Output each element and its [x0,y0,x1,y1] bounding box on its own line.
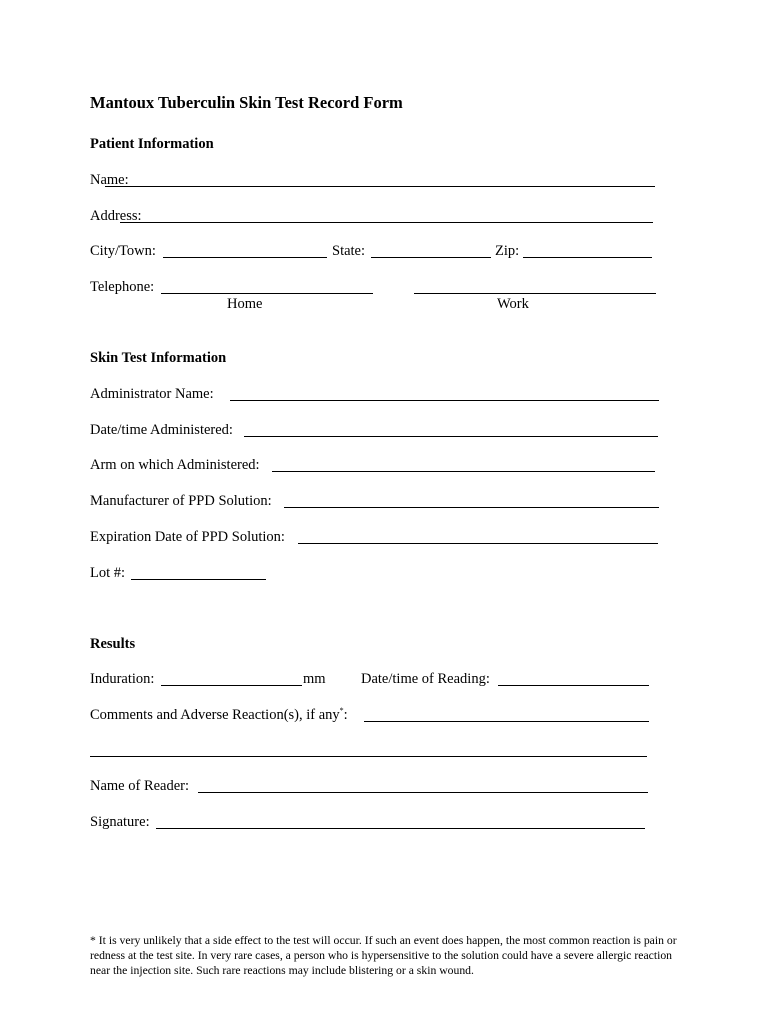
skin-test-information-heading: Skin Test Information [90,350,227,366]
home-caption: Home [227,296,263,312]
date-administered-field[interactable] [244,422,658,437]
footnote-marker: * [339,706,344,715]
city-field[interactable] [163,243,327,258]
expiration-label: Expiration Date of PPD Solution: [90,529,285,545]
reader-label: Name of Reader: [90,778,190,794]
name-field[interactable] [105,172,655,187]
name-label: Name: [90,172,129,188]
reader-field[interactable] [198,778,648,793]
lot-field[interactable] [131,565,266,580]
comments-field[interactable] [364,707,649,722]
address-field[interactable] [120,208,653,223]
city-label: City/Town: [90,243,156,259]
comments-label-text: Comments and Adverse Reaction(s), if any [90,707,340,723]
comments-label [90,707,348,724]
induration-unit: mm [303,671,326,687]
state-field[interactable] [371,243,491,258]
comments-continuation-field[interactable] [90,742,647,757]
induration-label: Induration: [90,671,155,687]
telephone-home-field[interactable] [161,279,373,294]
state-label: State: [332,243,366,259]
zip-field[interactable] [523,243,652,258]
manufacturer-field[interactable] [284,493,659,508]
patient-information-heading: Patient Information [90,136,214,152]
arm-field[interactable] [272,457,655,472]
administrator-name-field[interactable] [230,386,659,401]
results-heading: Results [90,636,136,652]
date-administered-label: Date/time Administered: [90,422,233,438]
comments-label-colon: : [343,707,348,723]
telephone-work-field[interactable] [414,279,656,294]
address-label: Address: [90,208,142,224]
form-title: Mantoux Tuberculin Skin Test Record Form [90,93,403,112]
footnote: * It is very unlikely that a side effect to the test will occur. If such an event does happen, the most common reaction is pain or redness at the test site. In very rare cases, a person who is hypersensitive to the solution could have a severe allergic reaction near the injection site. Such rare reactions may include blistering or a skin wound. [90,934,677,977]
reading-date-field[interactable] [498,671,649,686]
arm-label: Arm on which Administered: [90,457,260,473]
signature-label: Signature: [90,814,150,830]
lot-label: Lot #: [90,565,126,581]
zip-label: Zip: [495,243,520,259]
manufacturer-label: Manufacturer of PPD Solution: [90,493,272,509]
telephone-label: Telephone: [90,279,155,295]
induration-field[interactable] [161,671,302,686]
administrator-name-label: Administrator Name: [90,386,214,402]
work-caption: Work [497,296,529,312]
reading-date-label: Date/time of Reading: [361,671,490,687]
expiration-field[interactable] [298,529,658,544]
signature-field[interactable] [156,814,645,829]
